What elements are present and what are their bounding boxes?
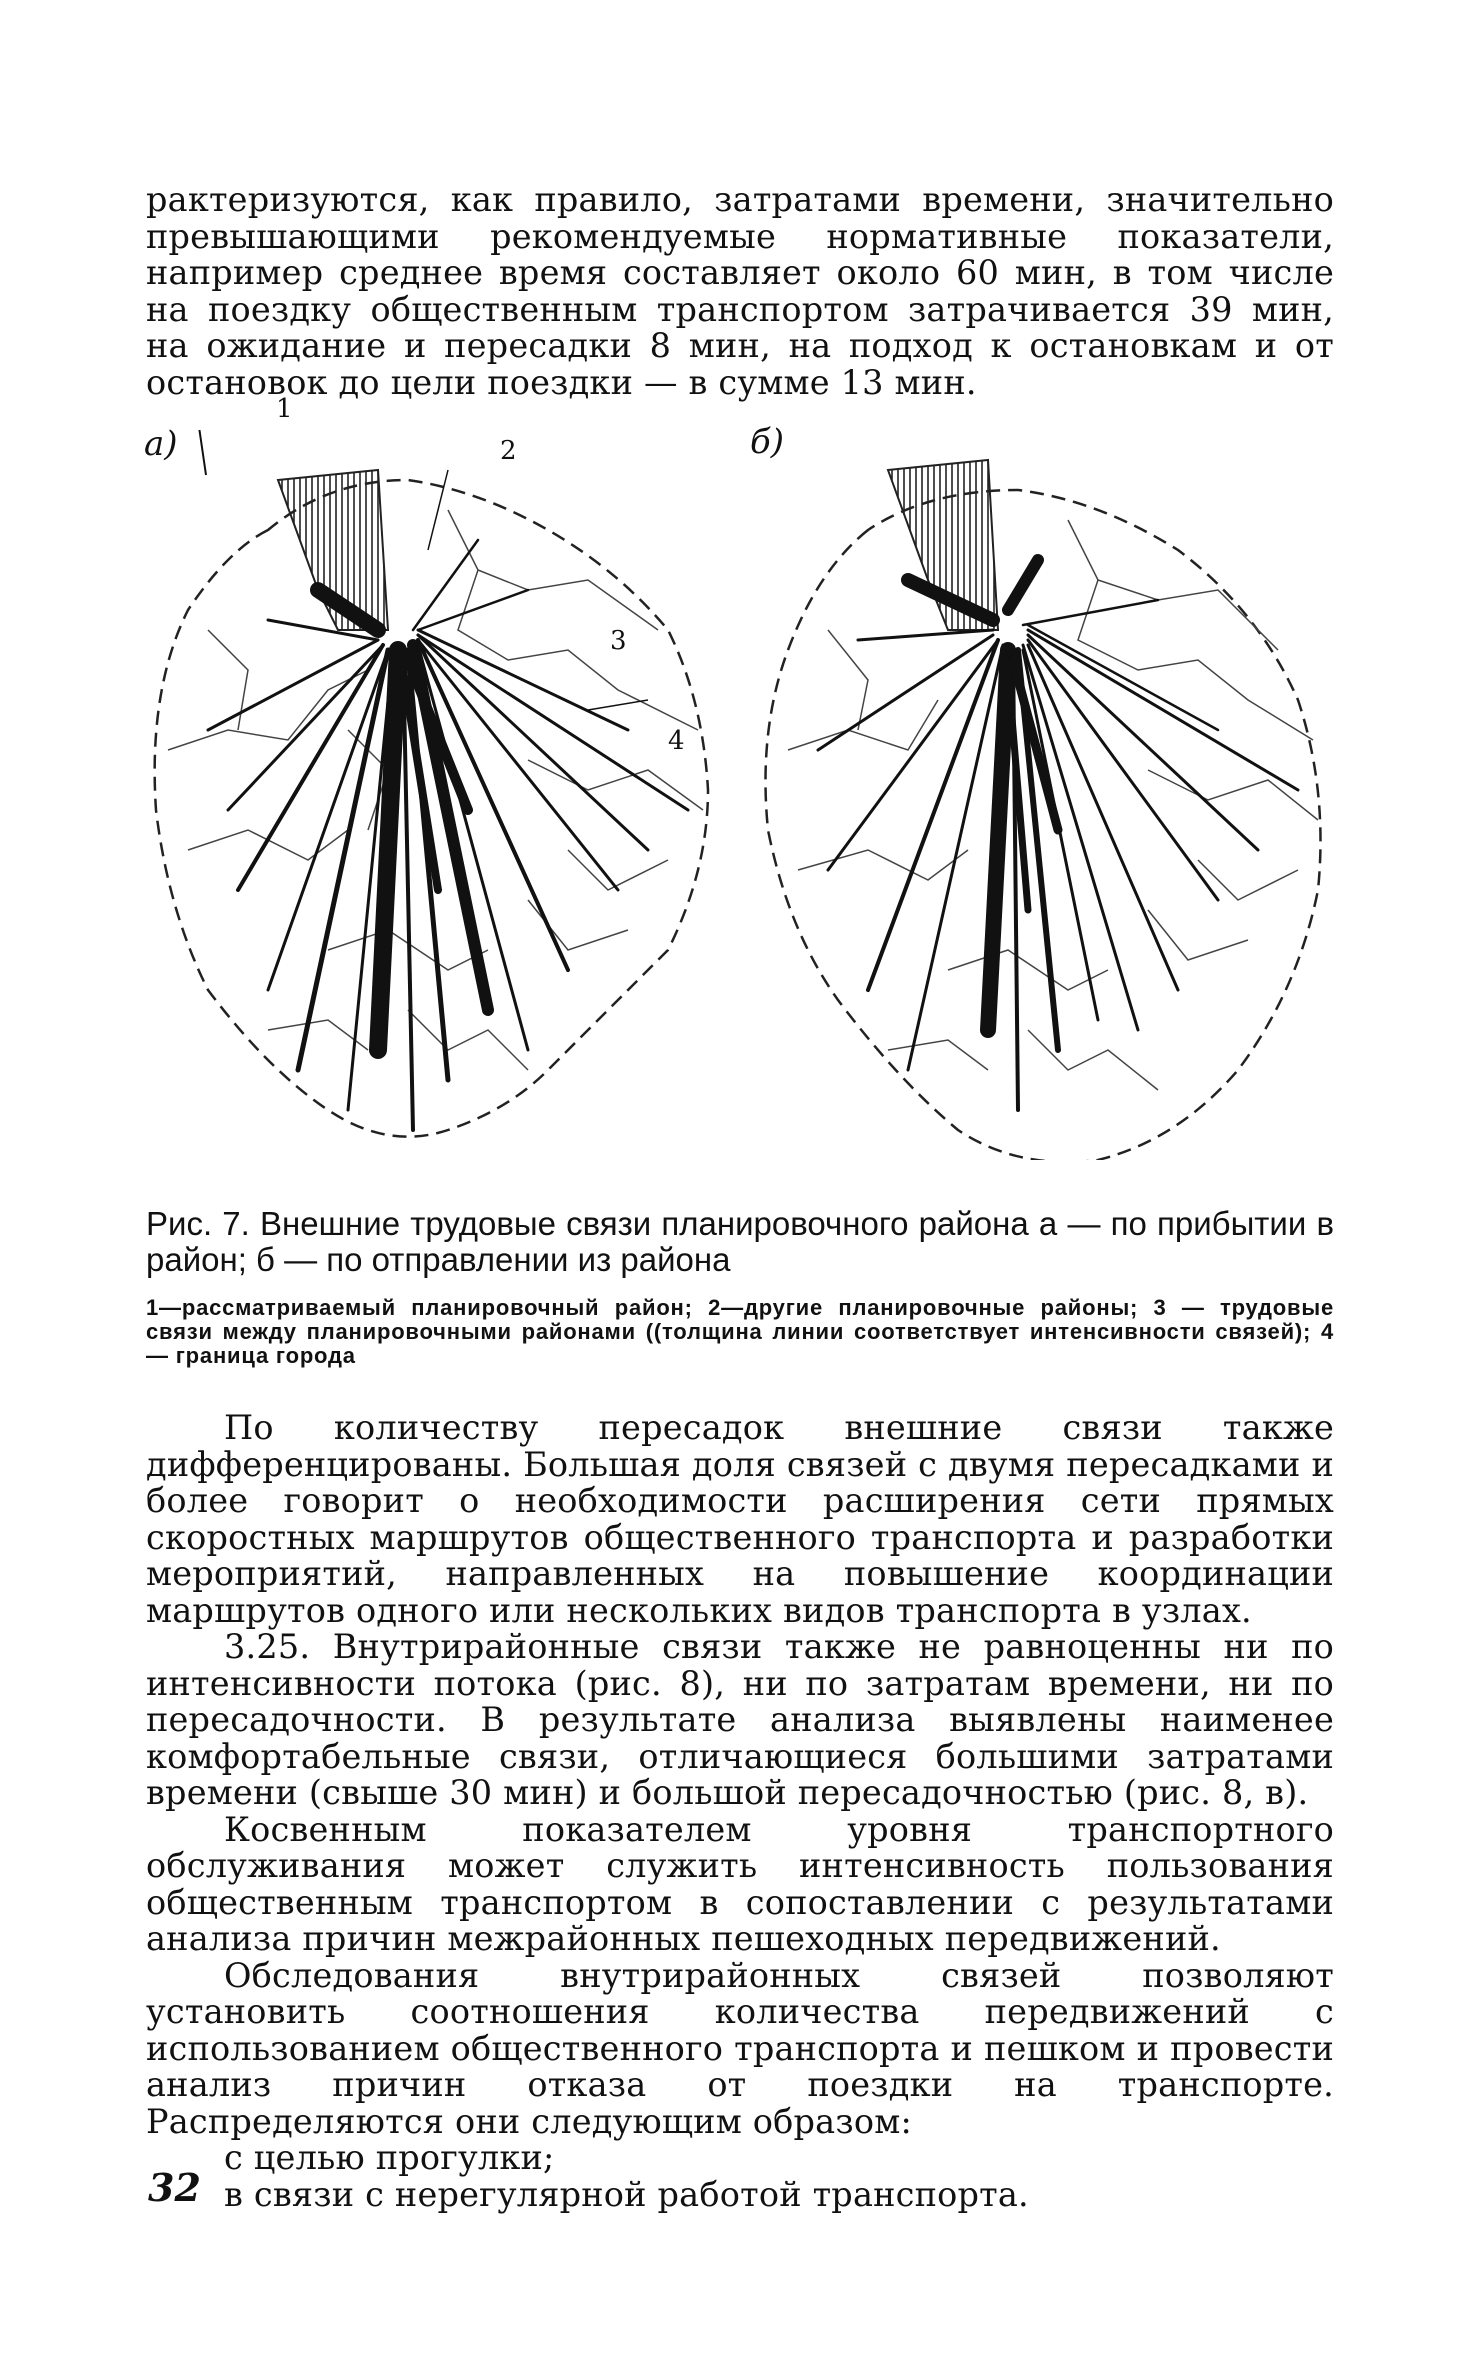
label-4: 4 <box>668 726 685 756</box>
city-boundary-b <box>766 490 1321 1160</box>
leader-line-1 <box>198 430 206 475</box>
label-3: 3 <box>610 626 627 656</box>
label-2: 2 <box>500 436 517 466</box>
page-number: 32 <box>148 2165 201 2210</box>
leader-line-2 <box>428 470 448 550</box>
figure-caption: Рис. 7. Внешние трудовые связи планировочного района а — по прибытии в район; б — по отправлении из района <box>146 1205 1334 1278</box>
body-text <box>146 1410 1334 2213</box>
top-paragraph: рактеризуются, как правило, затратами времени, значительно превышающими рекомендуемые нормативные показатели, например среднее время составляет около 60 мин, в том числе на поездку общественным транспортом затрачивается 39 мин, на ожидание и пересадки 8 мин, на подход к остановкам и от остановок до цели поездки — в сумме 13 мин. <box>146 180 1334 402</box>
labor-links-b <box>818 560 1298 1110</box>
leader-line-4 <box>588 700 648 710</box>
paragraph-4: Обследования внутрирайонных связей позволяют установить соотношения количества передвижений с использованием общественного транспорта и пешком и провести анализ причин отказа от поездки на транспорте. Распределяются они следующим образом: <box>146 1955 1334 2141</box>
list-item-1: с целью прогулки; <box>224 2138 555 2177</box>
city-map-departures <box>758 430 1342 1160</box>
panel-b-letter: б) <box>750 422 785 462</box>
figure-panel-a <box>144 394 732 1160</box>
paragraph-2: 3.25. Внутрирайонные связи также не равноценны ни по интенсивности потока (рис. 8), ни по затратам времени, ни по пересадочности. В результате анализа выявлены наименее комфортабельные связи, отличающиеся большими затратами времени (свыше 30 мин) и большой пересадочностью (рис. 8, в). <box>146 1627 1334 1812</box>
city-boundary <box>155 480 708 1137</box>
panel-a-letter: а) <box>144 424 178 464</box>
considered-district-b <box>888 460 998 630</box>
figure-legend: 1—рассматриваемый планировочный район; 2—другие планировочные районы; 3 — трудовые связи между планировочными районами ((толщина линии соответствует интенсивности связей); 4 — граница города <box>146 1295 1334 1368</box>
paragraph-3: Косвенным показателем уровня транспортного обслуживания может служить интенсивность пользования общественным транспортом в сопоставлении с результатами анализа причин межрайонных пешеходных передвижений. <box>146 1809 1334 1958</box>
list-item-2: в связи с нерегулярной работой транспорта. <box>224 2174 1029 2214</box>
city-map-arrivals <box>148 430 732 1160</box>
label-1: 1 <box>276 394 293 424</box>
paragraph-1: По количеству пересадок внешние связи также дифференцированы. Большая доля связей с двумя пересадками и более говорит о необходимости расширения сети прямых скоростных маршрутов общественного транспорта и разработки мероприятий, направленных на повышение координации маршрутов одного или нескольких видов транспорта в узлах. <box>146 1408 1334 1630</box>
figure-panel-b <box>750 422 1342 1160</box>
